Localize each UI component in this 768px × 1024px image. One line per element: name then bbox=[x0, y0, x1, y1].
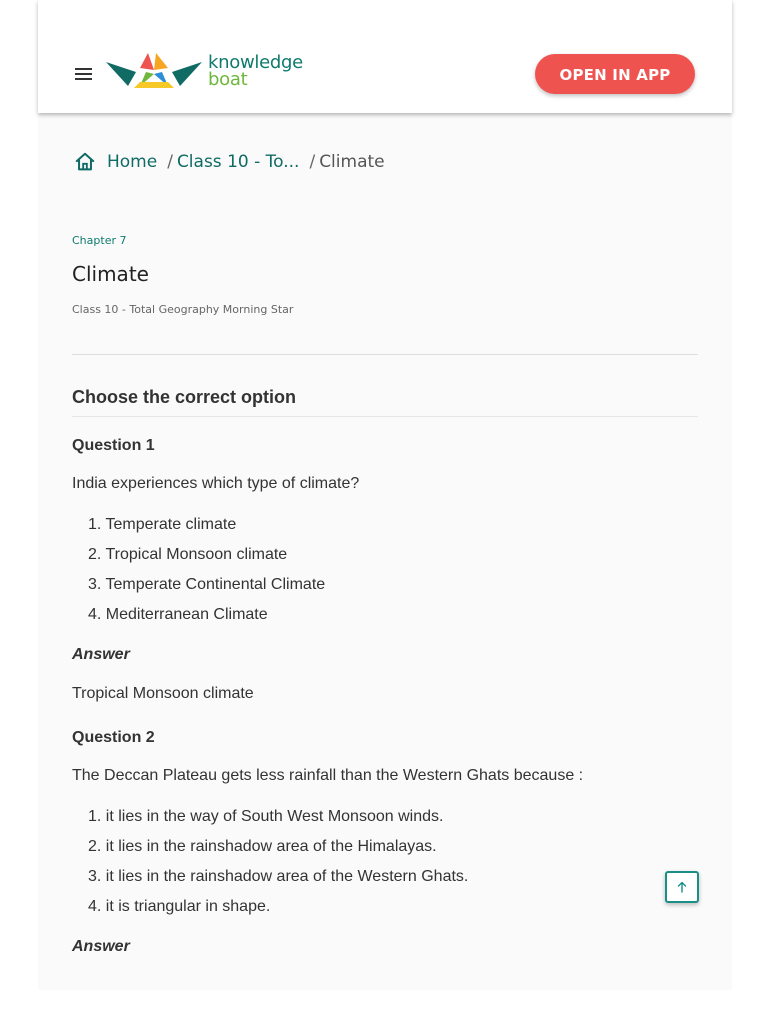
breadcrumb-current: Climate bbox=[319, 152, 385, 172]
option-item: 3. it lies in the rainshadow area of the Western Ghats. bbox=[88, 868, 469, 885]
question-2-text: The Deccan Plateau gets less rainfall than the Western Ghats because : bbox=[72, 767, 584, 784]
question-1-options bbox=[72, 515, 325, 635]
answer-text: Tropical Monsoon climate bbox=[72, 685, 254, 702]
option-item: 4. Mediterranean Climate bbox=[88, 606, 268, 623]
option-item: 3. Temperate Continental Climate bbox=[88, 576, 326, 593]
home-icon[interactable] bbox=[74, 151, 96, 173]
option-item: 1. Temperate climate bbox=[88, 516, 237, 533]
question-2-options bbox=[72, 807, 468, 927]
option-item: 2. Tropical Monsoon climate bbox=[88, 546, 288, 563]
breadcrumb-separator: / bbox=[309, 152, 316, 172]
section-title: Choose the correct option bbox=[72, 387, 297, 407]
logo-word-boat: boat bbox=[208, 69, 248, 90]
breadcrumb bbox=[74, 148, 385, 176]
question-1-text: India experiences which type of climate? bbox=[72, 475, 360, 492]
hamburger-icon[interactable] bbox=[74, 64, 94, 84]
breadcrumb-home-link[interactable]: Home bbox=[107, 152, 158, 172]
logo-word-knowledge: knowledge bbox=[208, 52, 303, 73]
question-2-label: Question 2 bbox=[72, 729, 155, 746]
logo-mark-icon bbox=[106, 50, 202, 92]
option-item: 1. it lies in the way of South West Monsoon winds. bbox=[88, 808, 444, 825]
page-title: Climate bbox=[72, 262, 149, 286]
divider bbox=[72, 354, 698, 355]
option-item: 2. it lies in the rainshadow area of the Himalayas. bbox=[88, 838, 437, 855]
answer-label: Answer bbox=[72, 646, 130, 663]
page bbox=[38, 0, 732, 990]
question-1-label: Question 1 bbox=[72, 437, 155, 454]
open-in-app-button[interactable]: OPEN IN APP bbox=[535, 54, 695, 94]
breadcrumb-class-link[interactable]: Class 10 - To... bbox=[176, 152, 300, 172]
book-subtitle: Class 10 - Total Geography Morning Star bbox=[72, 303, 294, 316]
breadcrumb-separator: / bbox=[167, 152, 173, 172]
logo[interactable] bbox=[106, 50, 316, 94]
divider bbox=[72, 416, 698, 417]
app-header bbox=[38, 0, 732, 113]
logo-text bbox=[208, 54, 303, 88]
chapter-label: Chapter 7 bbox=[72, 234, 127, 247]
answer-label: Answer bbox=[72, 938, 130, 955]
option-item: 4. it is triangular in shape. bbox=[88, 898, 271, 915]
arrow-up-icon bbox=[677, 881, 687, 893]
scroll-to-top-button[interactable] bbox=[665, 871, 699, 903]
